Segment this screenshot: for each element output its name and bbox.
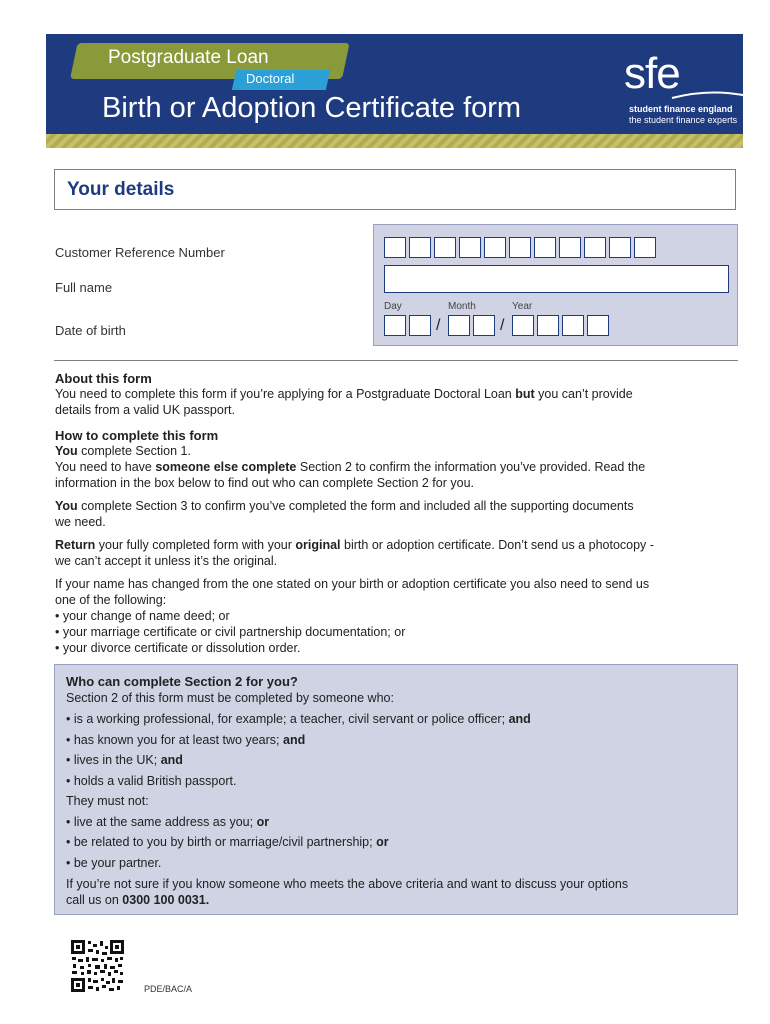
who-must-3-text: • lives in the UK;	[66, 753, 158, 767]
how-heading: How to complete this form	[55, 428, 219, 443]
who-must-not-3-text: • be your partner.	[66, 856, 162, 870]
about-line-1	[55, 386, 745, 402]
details-input-panel	[373, 224, 738, 346]
crn-digit-4[interactable]	[459, 237, 481, 258]
dob-year-2[interactable]	[537, 315, 559, 336]
who-must-not-1-bold: or	[256, 815, 270, 829]
how-l3-text: complete Section 3 to confirm you’ve completed the form and included all the supporting documents	[81, 499, 634, 513]
dob-month-2[interactable]	[473, 315, 495, 336]
how-line-4b: we can’t accept it unless it’s the original.	[55, 554, 278, 568]
who-must-2-text: • has known you for at least two years;	[66, 733, 280, 747]
year-label: Year	[512, 301, 533, 312]
how-l1-bold: You	[55, 444, 78, 458]
about-line-2: details from a valid UK passport.	[55, 403, 235, 417]
who-must-not-2	[66, 834, 389, 850]
about-text-end: you can’t provide	[538, 387, 633, 401]
details-heading: Your details	[67, 179, 175, 200]
crn-digit-8[interactable]	[559, 237, 581, 258]
dob-year-3[interactable]	[562, 315, 584, 336]
logo-line2: the student finance experts	[629, 115, 738, 125]
who-must-4-text: • holds a valid British passport.	[66, 774, 237, 788]
crn-digit-9[interactable]	[584, 237, 606, 258]
who-intro: Section 2 of this form must be completed by someone who:	[66, 691, 394, 705]
crn-digit-1[interactable]	[384, 237, 406, 258]
about-bold: but	[515, 387, 535, 401]
how-l2-a: You need to have	[55, 460, 152, 474]
crn-digit-10[interactable]	[609, 237, 631, 258]
fullname-label: Full name	[55, 280, 113, 295]
who-must-2-bold: and	[283, 733, 306, 747]
how-line-2	[55, 459, 745, 475]
program-label: Postgraduate Loan	[108, 47, 269, 68]
banner-stripe	[46, 134, 743, 148]
who-must-not-3	[66, 855, 161, 871]
how-line-1	[55, 443, 191, 459]
who-must-1-text: • is a working professional, for example; a teacher, civil servant or police officer;	[66, 712, 506, 726]
how-line-4	[55, 537, 755, 553]
form-reference-code: PDE/BAC/A	[144, 984, 193, 994]
qr-code-icon	[71, 940, 124, 992]
how-bullet-3: • your divorce certificate or dissolution order.	[55, 641, 301, 655]
how-l4-bold: Return	[55, 538, 96, 552]
how-line-3b: we need.	[55, 515, 106, 529]
subprogram-label: Doctoral	[246, 71, 295, 86]
who-must-4	[66, 773, 236, 789]
logo-line1: student finance england	[629, 104, 733, 114]
who-must-not-1	[66, 814, 269, 830]
how-l2-bold: someone else complete	[155, 460, 297, 474]
dob-day-1[interactable]	[384, 315, 406, 336]
how-line-5b: one of the following:	[55, 593, 167, 607]
who-call-text: call us on	[66, 893, 119, 907]
how-line-2b: information in the box below to find out who can complete Section 2 for you.	[55, 476, 474, 490]
month-label: Month	[448, 301, 476, 312]
crn-digit-11[interactable]	[634, 237, 656, 258]
header-banner	[46, 34, 743, 148]
who-must-3-bold: and	[160, 753, 183, 767]
who-heading: Who can complete Section 2 for you?	[66, 674, 298, 689]
how-l1-text: complete Section 1.	[81, 444, 191, 458]
how-l4-a: your fully completed form with your	[98, 538, 292, 552]
who-must-1-bold: and	[508, 712, 531, 726]
who-must-not-intro: They must not:	[66, 794, 149, 808]
day-label: Day	[384, 301, 402, 312]
crn-label: Customer Reference Number	[55, 245, 225, 260]
how-l4-b: birth or adoption certificate. Don’t send us a photocopy -	[344, 538, 654, 552]
logo-text: sfe	[624, 49, 680, 98]
dob-slash-2: /	[500, 317, 505, 334]
dob-day-2[interactable]	[409, 315, 431, 336]
dob-month-1[interactable]	[448, 315, 470, 336]
who-must-not-2-text: • be related to you by birth or marriage/civil partnership;	[66, 835, 373, 849]
who-must-3	[66, 752, 183, 768]
crn-digit-7[interactable]	[534, 237, 556, 258]
who-must-not-1-text: • live at the same address as you;	[66, 815, 254, 829]
how-l2-b: Section 2 to confirm the information you’ve provided. Read the	[299, 460, 646, 474]
form-title: Birth or Adoption Certificate form	[102, 92, 522, 124]
crn-digit-2[interactable]	[409, 237, 431, 258]
who-closing-line2	[66, 892, 209, 908]
dob-slash-1: /	[436, 317, 441, 334]
crn-digit-6[interactable]	[509, 237, 531, 258]
who-phone: 0300 100 0031.	[122, 893, 210, 907]
about-heading: About this form	[55, 371, 152, 386]
who-must-1	[66, 711, 726, 727]
crn-digit-3[interactable]	[434, 237, 456, 258]
crn-digit-5[interactable]	[484, 237, 506, 258]
how-bullet-1: • your change of name deed; or	[55, 609, 230, 623]
who-box	[54, 664, 738, 915]
how-line-3	[55, 498, 745, 514]
dob-year-1[interactable]	[512, 315, 534, 336]
who-must-not-2-bold: or	[376, 835, 389, 849]
how-line-5: If your name has changed from the one stated on your birth or adoption certificate you also need to send us	[55, 577, 650, 591]
about-text: You need to complete this form if you’re applying for a Postgraduate Doctoral Loan	[55, 387, 512, 401]
section-divider	[54, 360, 738, 361]
how-l3-bold: You	[55, 499, 78, 513]
fullname-input[interactable]	[384, 265, 729, 293]
dob-label: Date of birth	[55, 323, 126, 338]
dob-year-4[interactable]	[587, 315, 609, 336]
how-l4-bold2: original	[295, 538, 341, 552]
who-must-2	[66, 732, 305, 748]
details-heading-box	[54, 169, 736, 210]
who-closing: If you’re not sure if you know someone who meets the above criteria and want to discuss your options	[66, 877, 629, 891]
how-bullet-2: • your marriage certificate or civil partnership documentation; or	[55, 625, 406, 639]
logo-swoosh-icon	[670, 88, 743, 102]
sfe-logo	[624, 49, 738, 125]
